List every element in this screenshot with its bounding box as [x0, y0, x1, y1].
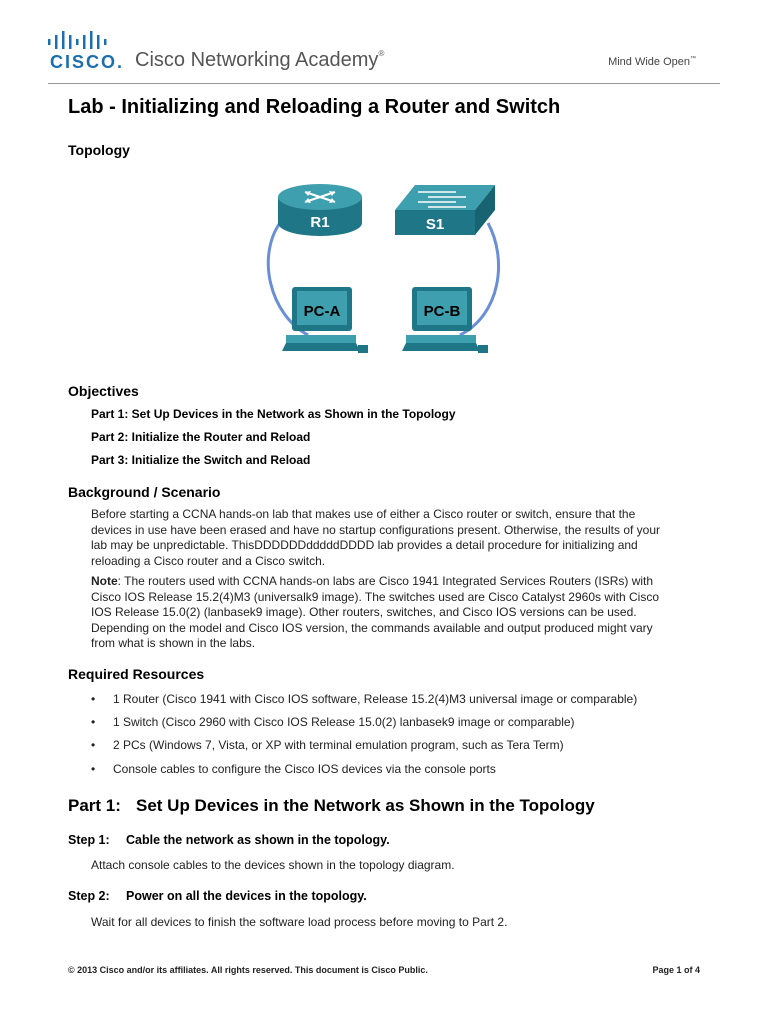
tagline: Mind Wide Open™: [608, 56, 696, 68]
bullet-icon: •: [91, 762, 96, 776]
resource-item: • 1 Switch (Cisco 2960 with Cisco IOS Release 15.0(2) lanbasek9 image or comparable): [91, 715, 575, 729]
resource-item: • 2 PCs (Windows 7, Vista, or XP with terminal emulation program, such as Tera Term): [91, 738, 564, 752]
objective-item: Part 3: Initialize the Switch and Reload: [91, 453, 311, 467]
topology-heading: Topology: [68, 142, 130, 158]
router-r1-icon: [278, 184, 362, 236]
step-heading: Step 2: Power on all the devices in the topology.: [68, 889, 367, 903]
text-line: Before starting a CCNA hands-on lab that makes use of either a Cisco router or switch, ensure that the: [91, 507, 636, 521]
note-label: Note: [91, 574, 118, 588]
trademark-mark: ™: [690, 56, 696, 62]
objective-item: Part 1: Set Up Devices in the Network as Shown in the Topology: [91, 407, 456, 421]
academy-name: Cisco Networking Academy®: [135, 49, 385, 71]
bullet-icon: •: [91, 738, 96, 752]
registered-mark: ®: [378, 49, 385, 58]
background-paragraph: [91, 507, 701, 569]
step-heading: Step 1: Cable the network as shown in the topology.: [68, 833, 390, 847]
pc-b-label: PC-B: [423, 303, 461, 320]
step-body: Wait for all devices to finish the software load process before moving to Part 2.: [91, 915, 508, 929]
text-line: reloading a Cisco router and a Cisco switch.: [91, 553, 326, 568]
cisco-logo-wordmark: CISCO.: [50, 52, 125, 72]
resource-item: • Console cables to configure the Cisco IOS devices via the console ports: [91, 762, 496, 776]
r1-label: R1: [310, 214, 330, 231]
part1-heading: Part 1: Set Up Devices in the Network as Shown in the Topology: [68, 796, 595, 815]
text-line: Depending on the model and Cisco IOS version, the commands available and output produced might vary: [91, 620, 653, 635]
text-line: from what is shown in the labs.: [91, 636, 256, 650]
page-title: Lab - Initializing and Reloading a Router and Switch: [68, 96, 561, 118]
pc-a-label: PC-A: [303, 303, 341, 320]
objective-item: Part 2: Initialize the Router and Reload: [91, 430, 311, 444]
resources-heading: Required Resources: [68, 666, 205, 682]
step-body: Attach console cables to the devices shown in the topology diagram.: [91, 858, 455, 872]
bullet-icon: •: [91, 692, 96, 706]
page-number: Page 1 of 4: [652, 965, 700, 975]
text-line: lab may be unpredictable. ThisDDDDDDdddddDDDD lab provides a detail procedure for initializing and: [91, 538, 638, 552]
text-line: IOS Release 15.0(2) (lanbasek9 image). Other routers, switches, and Cisco IOS versions can be used.: [91, 605, 637, 619]
page-header: [0, 0, 768, 90]
text-line: Note: The routers used with CCNA hands-on labs are Cisco 1941 Integrated Services Routers (ISRs) with: [91, 574, 654, 588]
text-line: Cisco IOS Release 15.2(4)M3 (universalk9 image). The switches used are Cisco Catalyst 2960s with Cisco: [91, 589, 660, 604]
bullet-icon: •: [91, 715, 96, 729]
copyright-text: © 2013 Cisco and/or its affiliates. All rights reserved. This document is Cisco Public.: [68, 965, 428, 975]
objectives-heading: Objectives: [68, 383, 139, 399]
cisco-logo-bars-icon: [48, 30, 116, 50]
resource-item: • 1 Router (Cisco 1941 with Cisco IOS software, Release 15.2(4)M3 universal image or comparable): [91, 692, 638, 706]
topology-diagram: [260, 165, 510, 370]
pc-a-icon: [282, 287, 368, 353]
s1-label: S1: [425, 216, 445, 233]
header-divider: [48, 83, 720, 84]
switch-s1-icon: [395, 185, 495, 235]
text-line: devices in use have been erased and have no startup configurations present. Otherwise, the results of your: [91, 522, 661, 537]
note-paragraph: [91, 574, 701, 652]
pc-b-icon: [402, 287, 488, 353]
background-heading: Background / Scenario: [68, 484, 221, 500]
page-footer: [68, 965, 700, 975]
